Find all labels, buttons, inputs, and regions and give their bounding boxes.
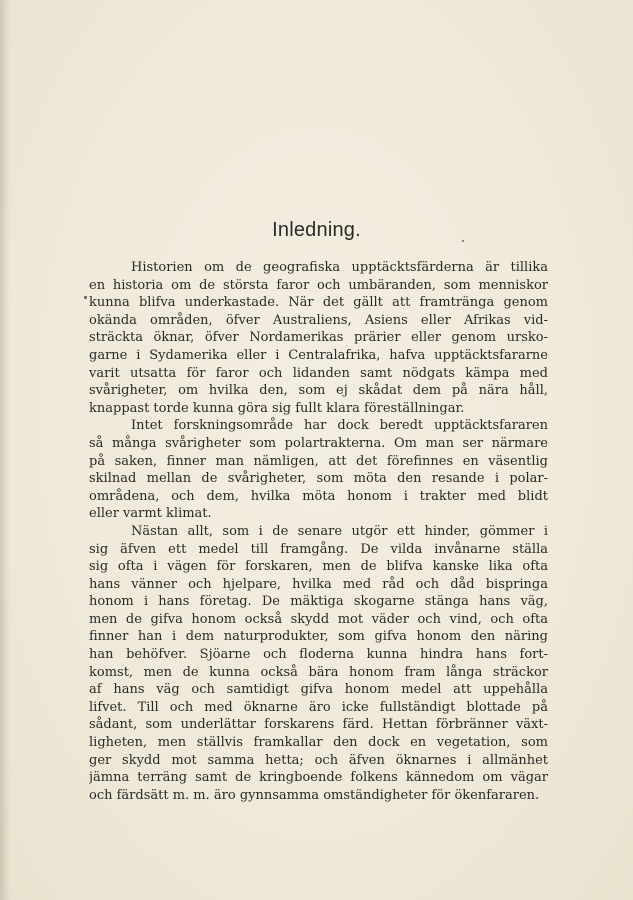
text-line: kunna blifva underkastade. När det gällt att framtränga genom [89,295,548,311]
text-line: jämna terräng samt de kringboende folkens kännedom om vägar [89,770,548,786]
body-text [89,259,548,804]
text-line: sådant, som underlättar forskarens färd. Hettan förbränner växt- [89,717,548,733]
text-line: Historien om de geografiska upptäcktsfärderna är tillika [131,260,548,275]
text-line: en historia om de största faror och umbäranden, som menniskor [89,277,548,293]
text-line: Intet forskningsområde har dock beredt upptäcktsfararen [131,418,548,434]
text-line: sträckta öknar, öfver Nordamerikas prärier eller genom ursko- [89,330,548,346]
paragraph-1 [89,259,548,417]
text-line: af hans väg och samtidigt gifva honom medel att uppehålla [89,682,548,698]
text-line: så många svårigheter som polartrakterna. Om man ser närmare [89,435,548,451]
text-line: men de gifva honom också skydd mot väder och vind, och ofta [89,611,548,627]
text-line: ligheten, men ställvis framkallar den dock en vegetation, som [89,735,548,751]
text-line: ger skydd mot samma hetta; och äfven öknarnes i allmänhet [89,752,548,768]
text-line: hans vänner och hjelpare, hvilka med råd och dåd bispringa [89,576,548,592]
text-line: på saken, finner man nämligen, att det förefinnes en väsentlig [89,453,548,469]
text-line: eller varmt klimat. [89,506,212,522]
chapter-heading: Inledning. [272,219,361,241]
paper-speck [84,296,87,299]
text-line: lifvet. Till och med öknarne äro icke fullständigt blottade på [89,699,548,715]
text-line: sig ofta i vägen för forskaren, men de blifva kanske lika ofta [89,559,548,575]
text-line: sig äfven ett medel till framgång. De vilda invånarne ställa [89,541,548,557]
paper-speck [462,240,464,242]
text-line: skilnad mellan de svårigheter, som möta den resande i polar- [89,471,548,487]
text-line: garne i Sydamerika eller i Centralafrika, hafva upptäcktsfararne [89,347,548,363]
text-line: Nästan allt, som i de senare utgör ett hinder, gömmer i [131,523,548,539]
text-line: honom i hans företag. De mäktiga skogarne stänga hans väg, [89,594,548,610]
text-line: han behöfver. Sjöarne och floderna kunna hindra hans fort- [89,647,548,663]
page-gutter-shadow [0,0,10,900]
text-line: komst, men de kunna också bära honom fram långa sträckor [89,664,548,680]
text-line: okända områden, öfver Australiens, Asiens eller Afrikas vid- [89,312,548,328]
paragraph-2 [89,417,548,523]
text-line: och färdsätt m. m. äro gynnsamma omständigheter för ökenfararen. [89,787,540,803]
paragraph-3 [89,523,548,805]
text-line: varit utsatta för faror och lidanden samt nödgats kämpa med [89,365,548,381]
text-line: knappast torde kunna göra sig fullt klara föreställningar. [89,400,465,416]
text-line: områdena, och dem, hvilka möta honom i trakter med blidt [89,488,548,504]
text-line: finner han i dem naturprodukter, som gifva honom den näring [89,629,548,645]
text-line: svårigheter, om hvilka den, som ej skådat dem på nära håll, [89,383,548,399]
